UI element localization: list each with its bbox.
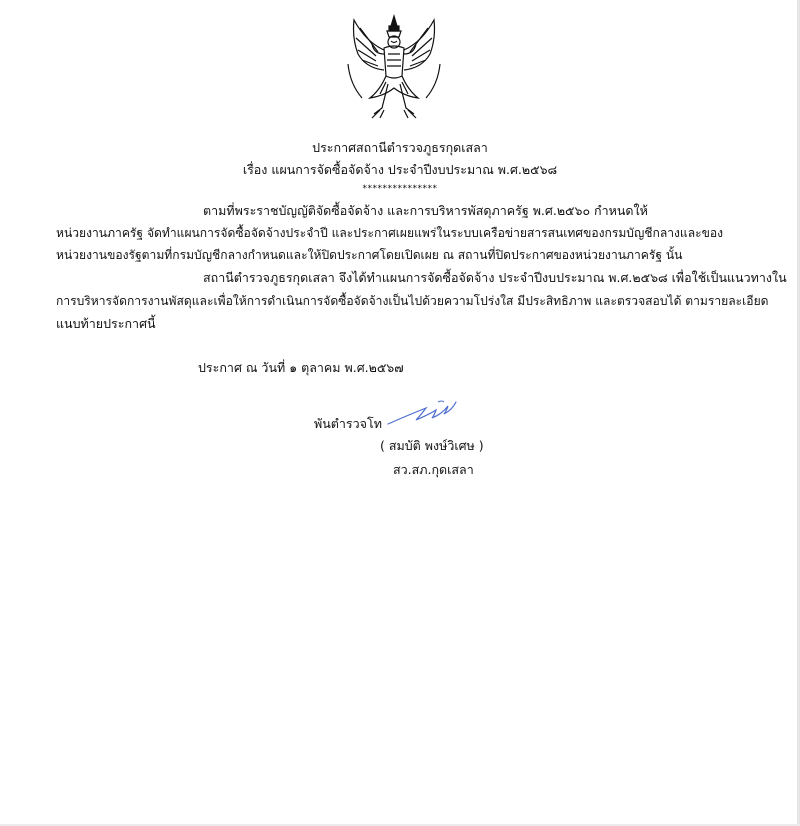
paragraph-1-line-2: หน่วยงานภาครัฐ จัดทำแผนการจัดซื้อจัดจ้างประจำปี และประกาศเผยแพร่ในระบบเครือข่ายสารสนเทศของกรมบัญชีกลางและของ [56,226,724,240]
separator-stars: *************** [362,184,438,194]
garuda-emblem-icon [340,14,448,122]
signer-rank: พันตำรวจโท [314,416,382,431]
paragraph-2-line-1: สถานีตำรวจภูธรกุดเสลา จึงได้ทำแผนการจัดซื้อจัดจ้าง ประจำปีงบประมาณ พ.ศ.๒๕๖๘ เพื่อใช้เป็นแนวทางใน [203,270,787,285]
paragraph-2-line-3: แนบท้ายประกาศนี้ [56,316,156,331]
signer-name: ( สมบัติ พงษ์วิเศษ ) [380,438,484,453]
handwritten-signature [386,394,466,430]
subject-heading: เรื่อง แผนการจัดซื้อจัดจ้าง ประจำปีงบประมาณ พ.ศ.๒๕๖๘ [242,162,558,177]
paragraph-1-line-3: หน่วยงานของรัฐตามที่กรมบัญชีกลางกำหนดและให้ปิดประกาศโดยเปิดเผย ณ สถานที่ปิดประกาศของหน่วยงานภาครัฐ นั้น [56,248,683,262]
paragraph-2-line-2: การบริหารจัดการงานพัสดุและเพื่อให้การดำเนินการจัดซื้อจัดจ้างเป็นไปด้วยความโปร่งใส มีประสิทธิภาพ และตรวจสอบได้ ตามรายละเอียด [56,294,769,308]
paragraph-1-line-1: ตามที่พระราชบัญญัติจัดซื้อจัดจ้าง และการบริหารพัสดุภาครัฐ พ.ศ.๒๕๖๐ กำหนดให้ [203,203,648,218]
announcement-date: ประกาศ ณ วันที่ ๑ ตุลาคม พ.ศ.๒๕๖๗ [198,360,404,375]
issuer-heading: ประกาศสถานีตำรวจภูธรกุดเสลา [312,140,488,155]
signer-position: สว.สภ.กุดเสลา [393,462,474,477]
